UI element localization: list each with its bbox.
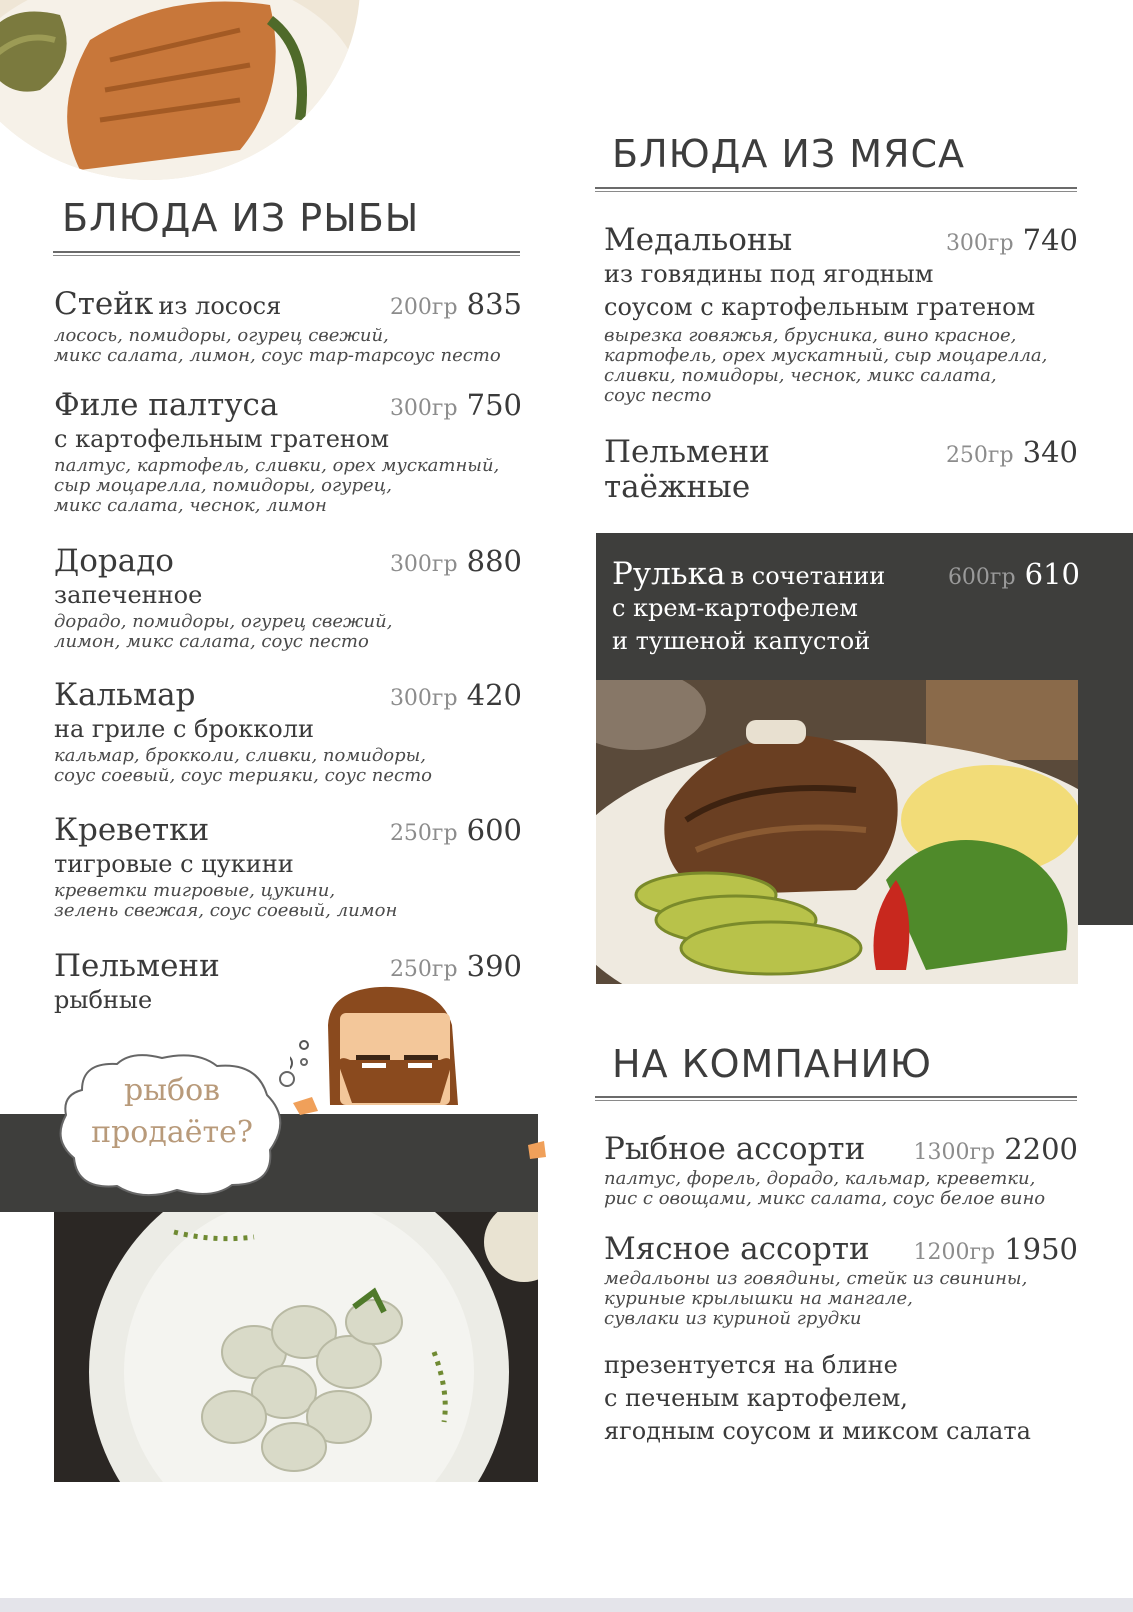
dish-weight: 300гр [389,552,458,577]
dish-ingredients: палтус, форель, дорадо, кальмар, креветки, рис с овощами, микс салата, соус белое вино [604,1168,1046,1209]
dish-price: 340 [1022,435,1078,469]
dish-taiga-dumplings [604,434,1078,504]
dish-weight: 250гр [389,957,458,982]
dish-weight: 300гр [389,396,458,421]
dish-ingredients: дорадо, помидоры, огурец свежий, лимон, микс салата, соус песто [54,611,393,652]
dish-price: 610 [1024,557,1080,591]
dish-salmon-steak [54,286,522,366]
dish-price: 750 [466,388,522,422]
dish-name: Пельмени [604,434,770,470]
dish-weight: 1300гр [913,1140,996,1165]
dish-pork-knuckle [612,556,1080,658]
dish-name-tail: в сочетании [730,562,886,590]
company-section-divider [595,1096,1077,1101]
dish-name-tail: из лосося [158,292,282,320]
dish-price: 2200 [1004,1132,1078,1166]
dish-subtitle: запеченное [54,581,203,609]
dish-ingredients: медальоны из говядины, стейк из свинины, куриные крылышки на мангале, сувлаки из куриной грудки [604,1268,1028,1329]
dish-name: Медальоны [604,222,793,258]
thought-dot-small [300,1058,308,1066]
platter-serving-note: презентуется на блине с печеным картофелем, ягодным соусом и миксом салата [604,1351,1031,1445]
dish-weight: 300гр [389,686,458,711]
meat-section-divider [595,187,1077,192]
dish-squid [54,677,522,786]
dish-subtitle: с картофельным гратеном [54,425,390,453]
fish-section-divider [53,251,520,256]
dish-price: 835 [466,287,522,321]
dish-weight: 250гр [945,443,1014,468]
dish-name: Пельмени [54,948,220,984]
dish-halibut-fillet [54,387,522,516]
dish-name: Мясное ассорти [604,1231,870,1267]
fish-section-title: БЛЮДА ИЗ РЫБЫ [62,196,420,240]
dish-price: 600 [466,813,522,847]
dish-weight: 300гр [945,231,1014,256]
dish-subtitle: таёжные [604,469,751,505]
dish-beef-medallions [604,222,1078,406]
dish-subtitle: с крем-картофелем и тушеной капустой [612,594,871,655]
dish-weight: 250гр [389,821,458,846]
company-section-title: НА КОМПАНИЮ [612,1042,932,1086]
salmon-steak-photo [0,0,360,180]
dish-ingredients: креветки тигровые, цукини, зелень свежая, соус соевый, лимон [54,880,398,921]
dish-name: Рулька [612,556,726,592]
dish-name: Филе палтуса [54,387,279,423]
pork-knuckle-photo [596,680,1078,984]
meat-section-title: БЛЮДА ИЗ МЯСА [612,132,966,176]
dish-dorado [54,543,522,652]
dish-price: 390 [466,949,522,983]
dish-name: Кальмар [54,677,196,713]
dish-ingredients: палтус, картофель, сливки, орех мускатный, сыр моцарелла, помидоры, огурец, микс салата, чеснок, лимон [54,455,500,516]
dish-meat-platter [604,1231,1078,1329]
dish-ingredients: вырезка говяжья, брусника, вино красное, картофель, орех мускатный, сыр моцарелла, сливки, помидоры, чеснок, микс салата, соус песто [604,325,1048,406]
bottom-edge-bar [0,1598,1133,1612]
dish-price: 880 [466,544,522,578]
dish-name: Стейк [54,286,154,322]
dish-weight: 200гр [389,295,458,320]
dish-price: 420 [466,678,522,712]
dish-fish-platter [604,1131,1078,1209]
dish-name: Рыбное ассорти [604,1131,866,1167]
dish-name: Креветки [54,812,210,848]
dumplings-photo [54,1212,538,1482]
dish-subtitle: тигровые с цукини [54,850,294,878]
dish-subtitle: из говядины под ягодным соусом с картофельным гратеном [604,260,1036,321]
dish-price: 1950 [1004,1232,1078,1266]
dish-name: Дорадо [54,543,174,579]
cartoon-man-illustration [290,985,550,1185]
dish-weight: 1200гр [913,1240,996,1265]
dish-shrimp [54,812,522,921]
dish-weight: 600гр [947,565,1016,590]
dish-price: 740 [1022,223,1078,257]
dish-subtitle: на гриле с брокколи [54,715,314,743]
dish-subtitle: рыбные [54,986,153,1014]
bubble-text: рыбов продаёте? [91,1073,253,1150]
dish-ingredients: лосось, помидоры, огурец свежий, микс салата, лимон, соус тар-тарсоус песто [54,325,501,366]
dish-ingredients: кальмар, брокколи, сливки, помидоры, соус соевый, соус терияки, соус песто [54,745,432,786]
